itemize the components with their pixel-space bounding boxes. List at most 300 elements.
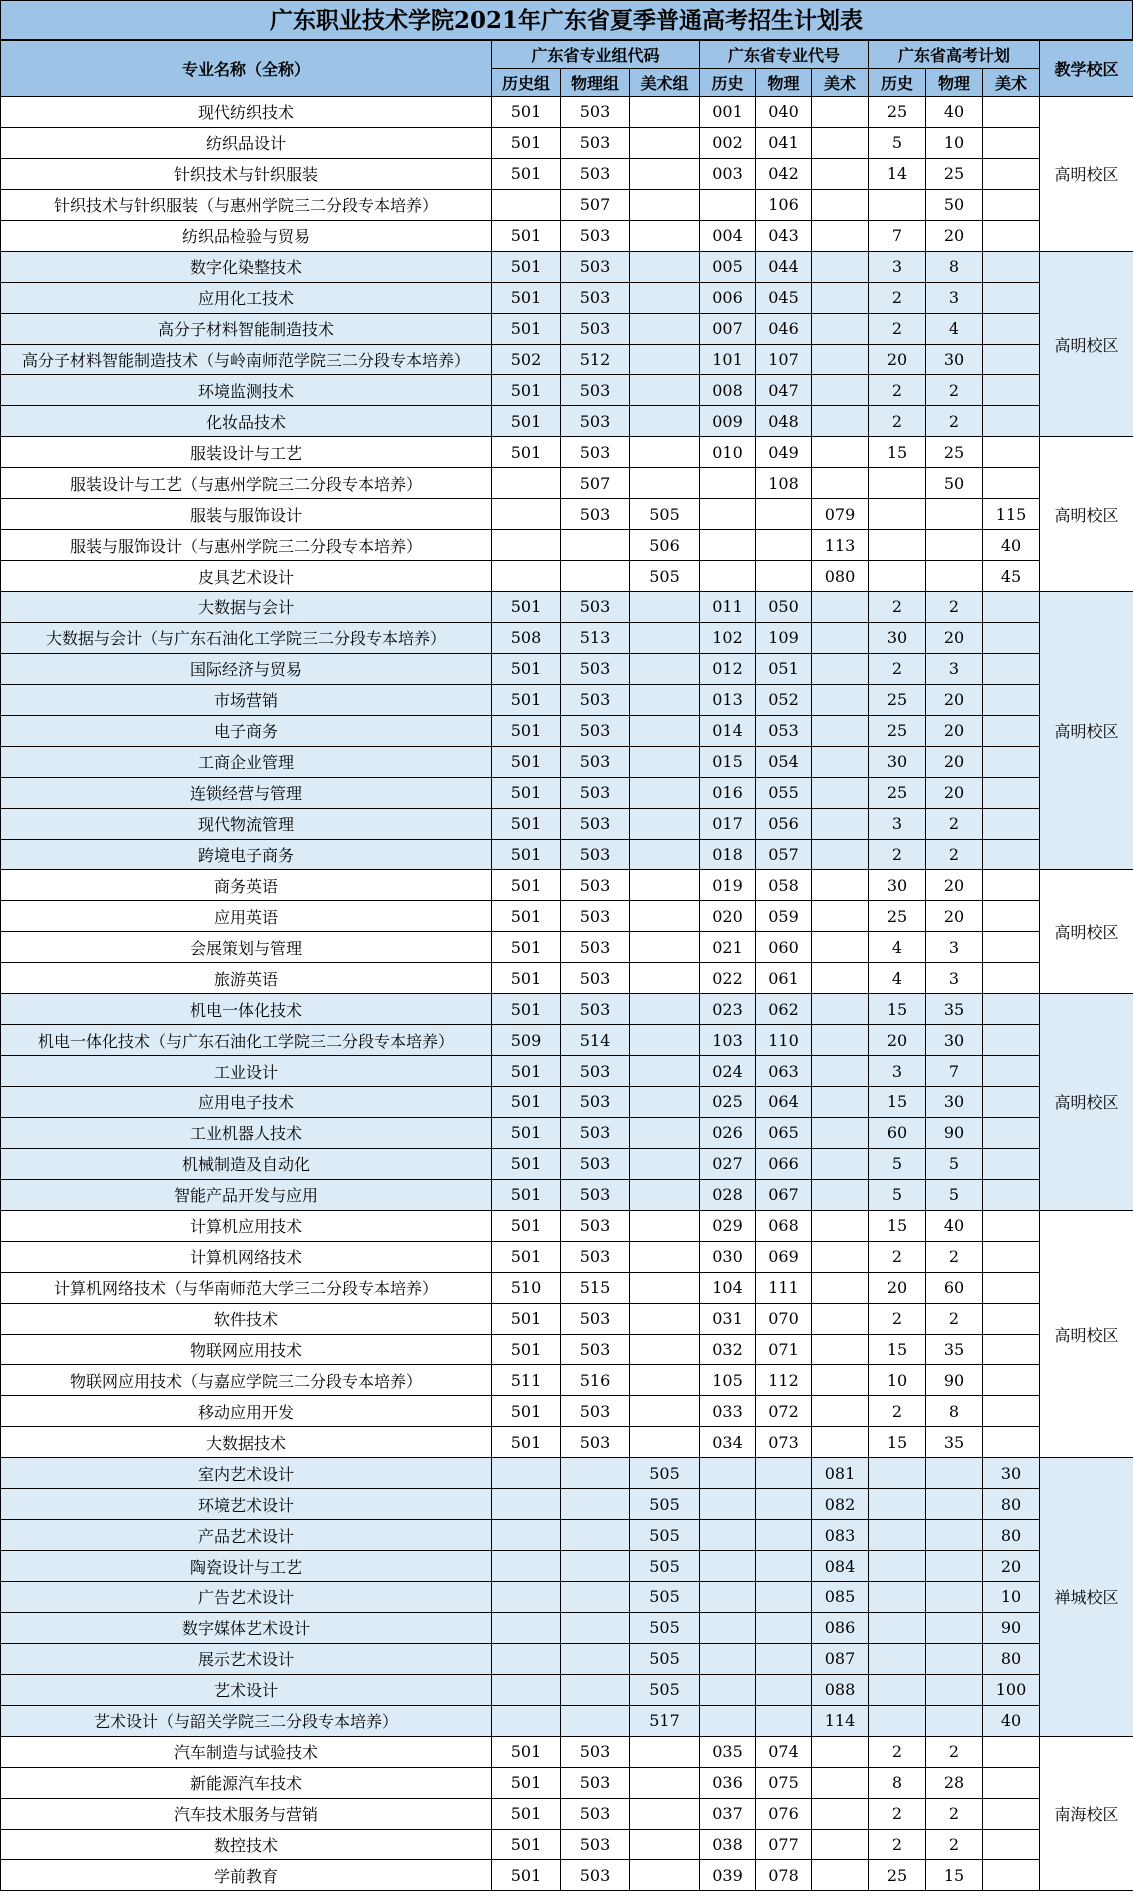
code-history-cell: 101 xyxy=(700,344,756,375)
plan-art-cell xyxy=(983,1334,1040,1365)
code-history-cell: 016 xyxy=(700,777,756,808)
plan-physics-cell: 2 xyxy=(926,592,983,623)
group-art-cell xyxy=(630,375,700,406)
code-history-cell xyxy=(700,499,756,530)
group-physics-cell: 503 xyxy=(561,901,630,932)
plan-art-cell xyxy=(983,1396,1040,1427)
code-history-cell xyxy=(700,1458,756,1489)
group-physics-cell: 503 xyxy=(561,870,630,901)
plan-physics-cell: 50 xyxy=(926,189,983,220)
plan-history-cell: 2 xyxy=(869,1736,926,1767)
code-physics-cell: 040 xyxy=(756,97,812,128)
group-physics-cell: 516 xyxy=(561,1365,630,1396)
plan-art-cell xyxy=(983,344,1040,375)
plan-art-cell: 90 xyxy=(983,1612,1040,1643)
plan-art-cell xyxy=(983,1860,1040,1891)
code-physics-cell xyxy=(756,1458,812,1489)
plan-history-cell: 15 xyxy=(869,437,926,468)
plan-history-cell xyxy=(869,1612,926,1643)
group-physics-cell xyxy=(561,1489,630,1520)
group-art-cell xyxy=(630,220,700,251)
plan-history-cell: 2 xyxy=(869,282,926,313)
plan-history-cell: 2 xyxy=(869,839,926,870)
group-history-cell: 501 xyxy=(492,1210,561,1241)
code-history-cell: 035 xyxy=(700,1736,756,1767)
plan-history-cell: 25 xyxy=(869,715,926,746)
group-physics-cell xyxy=(561,1520,630,1551)
group-history-cell: 511 xyxy=(492,1365,561,1396)
code-art-cell xyxy=(812,282,869,313)
plan-physics-cell: 30 xyxy=(926,344,983,375)
code-physics-cell: 109 xyxy=(756,622,812,653)
plan-art-cell xyxy=(983,592,1040,623)
group-history-cell: 501 xyxy=(492,1767,561,1798)
code-art-cell xyxy=(812,406,869,437)
group-art-cell xyxy=(630,468,700,499)
plan-physics-cell: 40 xyxy=(926,97,983,128)
group-history-cell: 501 xyxy=(492,1396,561,1427)
table-row xyxy=(1,189,1133,220)
plan-art-cell xyxy=(983,406,1040,437)
plan-physics-cell: 2 xyxy=(926,1798,983,1829)
group-physics-cell: 503 xyxy=(561,406,630,437)
code-physics-cell: 048 xyxy=(756,406,812,437)
group-art-cell xyxy=(630,1272,700,1303)
group-art-cell: 505 xyxy=(630,1643,700,1674)
group-history-cell: 501 xyxy=(492,1148,561,1179)
group-physics-cell: 503 xyxy=(561,1829,630,1860)
group-history-cell xyxy=(492,1458,561,1489)
code-history-cell: 034 xyxy=(700,1427,756,1458)
group-art-cell xyxy=(630,1210,700,1241)
group-art-cell xyxy=(630,1117,700,1148)
plan-art-cell xyxy=(983,158,1040,189)
code-art-cell xyxy=(812,622,869,653)
plan-physics-cell: 40 xyxy=(926,1210,983,1241)
code-art-cell xyxy=(812,158,869,189)
code-physics-cell: 070 xyxy=(756,1303,812,1334)
plan-physics-cell: 4 xyxy=(926,313,983,344)
code-art-cell: 083 xyxy=(812,1520,869,1551)
table-row xyxy=(1,468,1133,499)
plan-physics-cell: 20 xyxy=(926,622,983,653)
group-history-cell: 501 xyxy=(492,282,561,313)
plan-history-cell xyxy=(869,1674,926,1705)
plan-art-cell: 80 xyxy=(983,1643,1040,1674)
major-name-cell: 物联网应用技术 xyxy=(1,1334,492,1365)
group-history-cell: 501 xyxy=(492,127,561,158)
plan-physics-cell: 20 xyxy=(926,746,983,777)
code-history-cell xyxy=(700,1612,756,1643)
table-row xyxy=(1,158,1133,189)
major-name-cell: 学前教育 xyxy=(1,1860,492,1891)
group-physics-cell: 507 xyxy=(561,468,630,499)
group-art-cell xyxy=(630,1798,700,1829)
enrollment-plan-table xyxy=(0,40,1133,1891)
group-history-cell xyxy=(492,1582,561,1613)
group-history-cell: 501 xyxy=(492,251,561,282)
major-name-cell: 展示艺术设计 xyxy=(1,1643,492,1674)
group-physics-cell xyxy=(561,561,630,592)
plan-history-cell xyxy=(869,189,926,220)
code-physics-cell: 061 xyxy=(756,963,812,994)
group-art-cell xyxy=(630,839,700,870)
code-history-cell: 008 xyxy=(700,375,756,406)
code-art-cell xyxy=(812,1241,869,1272)
group-history-cell: 501 xyxy=(492,1241,561,1272)
code-art-cell xyxy=(812,653,869,684)
plan-physics-cell: 2 xyxy=(926,808,983,839)
code-history-cell: 024 xyxy=(700,1056,756,1087)
code-art-cell xyxy=(812,1272,869,1303)
table-row xyxy=(1,344,1133,375)
group-art-cell xyxy=(630,1860,700,1891)
plan-physics-cell: 3 xyxy=(926,653,983,684)
table-row xyxy=(1,97,1133,128)
major-name-cell: 国际经济与贸易 xyxy=(1,653,492,684)
plan-art-cell xyxy=(983,468,1040,499)
header-sub-physics-code: 物理 xyxy=(756,69,812,97)
plan-physics-cell: 35 xyxy=(926,994,983,1025)
plan-physics-cell: 20 xyxy=(926,870,983,901)
code-art-cell xyxy=(812,437,869,468)
group-art-cell xyxy=(630,932,700,963)
plan-history-cell: 4 xyxy=(869,932,926,963)
major-name-cell: 服装与服饰设计（与惠州学院三二分段专本培养） xyxy=(1,530,492,561)
group-physics-cell: 503 xyxy=(561,158,630,189)
group-physics-cell xyxy=(561,1582,630,1613)
major-name-cell: 现代纺织技术 xyxy=(1,97,492,128)
plan-history-cell: 25 xyxy=(869,684,926,715)
code-art-cell xyxy=(812,1148,869,1179)
header-sub-history-code: 历史 xyxy=(700,69,756,97)
group-physics-cell: 503 xyxy=(561,1334,630,1365)
plan-history-cell: 25 xyxy=(869,777,926,808)
code-history-cell: 015 xyxy=(700,746,756,777)
group-physics-cell: 503 xyxy=(561,653,630,684)
plan-art-cell xyxy=(983,1025,1040,1056)
major-name-cell: 高分子材料智能制造技术（与岭南师范学院三二分段专本培养） xyxy=(1,344,492,375)
plan-physics-cell: 30 xyxy=(926,1025,983,1056)
group-art-cell xyxy=(630,901,700,932)
group-history-cell: 508 xyxy=(492,622,561,653)
group-history-cell: 501 xyxy=(492,808,561,839)
code-physics-cell: 111 xyxy=(756,1272,812,1303)
code-physics-cell: 041 xyxy=(756,127,812,158)
group-history-cell: 501 xyxy=(492,994,561,1025)
plan-art-cell xyxy=(983,746,1040,777)
table-row xyxy=(1,313,1133,344)
major-name-cell: 新能源汽车技术 xyxy=(1,1767,492,1798)
code-art-cell xyxy=(812,1860,869,1891)
code-art-cell xyxy=(812,1117,869,1148)
table-row xyxy=(1,1551,1133,1582)
major-name-cell: 应用电子技术 xyxy=(1,1087,492,1118)
code-physics-cell: 042 xyxy=(756,158,812,189)
table-row xyxy=(1,592,1133,623)
group-art-cell xyxy=(630,1087,700,1118)
table-row xyxy=(1,1767,1133,1798)
code-physics-cell: 112 xyxy=(756,1365,812,1396)
table-row xyxy=(1,1458,1133,1489)
code-art-cell xyxy=(812,870,869,901)
group-history-cell: 501 xyxy=(492,1334,561,1365)
code-physics-cell: 066 xyxy=(756,1148,812,1179)
plan-history-cell: 2 xyxy=(869,1303,926,1334)
plan-history-cell: 25 xyxy=(869,901,926,932)
code-art-cell: 080 xyxy=(812,561,869,592)
major-name-cell: 纺织品设计 xyxy=(1,127,492,158)
major-name-cell: 应用化工技术 xyxy=(1,282,492,313)
plan-physics-cell: 2 xyxy=(926,1241,983,1272)
code-physics-cell: 055 xyxy=(756,777,812,808)
major-name-cell: 电子商务 xyxy=(1,715,492,746)
group-art-cell xyxy=(630,406,700,437)
group-physics-cell: 512 xyxy=(561,344,630,375)
campus-cell: 高明校区 xyxy=(1040,870,1133,994)
plan-physics-cell: 25 xyxy=(926,158,983,189)
major-name-cell: 环境监测技术 xyxy=(1,375,492,406)
table-row xyxy=(1,932,1133,963)
campus-cell: 高明校区 xyxy=(1040,1210,1133,1458)
group-physics-cell: 503 xyxy=(561,1396,630,1427)
major-name-cell: 数字化染整技术 xyxy=(1,251,492,282)
group-physics-cell: 503 xyxy=(561,437,630,468)
group-history-cell: 501 xyxy=(492,1087,561,1118)
group-history-cell: 501 xyxy=(492,592,561,623)
code-history-cell: 003 xyxy=(700,158,756,189)
header-sub-history-group: 历史组 xyxy=(492,69,561,97)
plan-physics-cell xyxy=(926,1489,983,1520)
major-name-cell: 应用英语 xyxy=(1,901,492,932)
code-art-cell xyxy=(812,1334,869,1365)
group-art-cell xyxy=(630,963,700,994)
group-history-cell: 501 xyxy=(492,1179,561,1210)
code-physics-cell: 110 xyxy=(756,1025,812,1056)
table-row xyxy=(1,1798,1133,1829)
plan-physics-cell: 2 xyxy=(926,1829,983,1860)
group-physics-cell: 503 xyxy=(561,97,630,128)
major-name-cell: 服装设计与工艺（与惠州学院三二分段专本培养） xyxy=(1,468,492,499)
major-name-cell: 计算机应用技术 xyxy=(1,1210,492,1241)
plan-physics-cell: 2 xyxy=(926,375,983,406)
code-art-cell xyxy=(812,684,869,715)
group-history-cell: 501 xyxy=(492,1303,561,1334)
campus-cell: 高明校区 xyxy=(1040,437,1133,592)
plan-history-cell: 14 xyxy=(869,158,926,189)
campus-cell: 高明校区 xyxy=(1040,251,1133,437)
header-major-name: 专业名称（全称） xyxy=(1,41,492,97)
code-history-cell: 036 xyxy=(700,1767,756,1798)
code-history-cell: 005 xyxy=(700,251,756,282)
major-name-cell: 数字媒体艺术设计 xyxy=(1,1612,492,1643)
group-history-cell xyxy=(492,1674,561,1705)
campus-cell: 南海校区 xyxy=(1040,1736,1133,1891)
plan-art-cell xyxy=(983,97,1040,128)
table-row xyxy=(1,1520,1133,1551)
table-row xyxy=(1,282,1133,313)
group-history-cell: 501 xyxy=(492,684,561,715)
group-history-cell: 501 xyxy=(492,158,561,189)
plan-history-cell: 20 xyxy=(869,1272,926,1303)
group-physics-cell xyxy=(561,1458,630,1489)
table-row xyxy=(1,220,1133,251)
group-art-cell xyxy=(630,592,700,623)
group-art-cell xyxy=(630,1396,700,1427)
table-row xyxy=(1,1736,1133,1767)
group-physics-cell: 515 xyxy=(561,1272,630,1303)
group-history-cell: 501 xyxy=(492,839,561,870)
group-physics-cell: 503 xyxy=(561,1427,630,1458)
code-history-cell: 010 xyxy=(700,437,756,468)
group-history-cell xyxy=(492,1705,561,1736)
table-body xyxy=(1,97,1133,1891)
plan-art-cell xyxy=(983,1117,1040,1148)
group-art-cell xyxy=(630,437,700,468)
plan-history-cell xyxy=(869,1705,926,1736)
plan-physics-cell: 3 xyxy=(926,963,983,994)
plan-art-cell: 40 xyxy=(983,530,1040,561)
header-group-code: 广东省专业组代码 xyxy=(492,41,700,69)
code-history-cell xyxy=(700,530,756,561)
group-history-cell: 501 xyxy=(492,313,561,344)
group-art-cell xyxy=(630,1148,700,1179)
code-history-cell xyxy=(700,1489,756,1520)
plan-art-cell xyxy=(983,1829,1040,1860)
group-physics-cell: 503 xyxy=(561,746,630,777)
major-name-cell: 智能产品开发与应用 xyxy=(1,1179,492,1210)
code-art-cell: 087 xyxy=(812,1643,869,1674)
group-art-cell xyxy=(630,189,700,220)
plan-physics-cell: 50 xyxy=(926,468,983,499)
code-art-cell xyxy=(812,715,869,746)
group-history-cell xyxy=(492,468,561,499)
code-history-cell: 033 xyxy=(700,1396,756,1427)
code-history-cell: 029 xyxy=(700,1210,756,1241)
plan-physics-cell xyxy=(926,530,983,561)
plan-art-cell xyxy=(983,684,1040,715)
group-art-cell xyxy=(630,1025,700,1056)
plan-history-cell: 20 xyxy=(869,1025,926,1056)
group-art-cell xyxy=(630,313,700,344)
code-history-cell xyxy=(700,1705,756,1736)
page-title: 广东职业技术学院2021年广东省夏季普通高考招生计划表 xyxy=(0,0,1133,40)
plan-history-cell: 15 xyxy=(869,1427,926,1458)
group-art-cell xyxy=(630,1736,700,1767)
group-art-cell xyxy=(630,1056,700,1087)
code-physics-cell: 108 xyxy=(756,468,812,499)
plan-physics-cell xyxy=(926,1643,983,1674)
plan-history-cell: 2 xyxy=(869,375,926,406)
code-art-cell: 084 xyxy=(812,1551,869,1582)
code-history-cell xyxy=(700,561,756,592)
plan-physics-cell: 35 xyxy=(926,1334,983,1365)
table-row xyxy=(1,1643,1133,1674)
group-art-cell: 505 xyxy=(630,1458,700,1489)
code-art-cell xyxy=(812,1396,869,1427)
major-name-cell: 工业设计 xyxy=(1,1056,492,1087)
code-history-cell: 031 xyxy=(700,1303,756,1334)
group-art-cell xyxy=(630,97,700,128)
plan-art-cell xyxy=(983,1798,1040,1829)
plan-physics-cell xyxy=(926,1458,983,1489)
plan-physics-cell: 20 xyxy=(926,901,983,932)
plan-art-cell xyxy=(983,1179,1040,1210)
group-physics-cell: 503 xyxy=(561,715,630,746)
code-physics-cell: 107 xyxy=(756,344,812,375)
group-physics-cell: 514 xyxy=(561,1025,630,1056)
code-physics-cell: 051 xyxy=(756,653,812,684)
major-name-cell: 艺术设计 xyxy=(1,1674,492,1705)
code-history-cell: 002 xyxy=(700,127,756,158)
code-art-cell xyxy=(812,1798,869,1829)
plan-art-cell xyxy=(983,1272,1040,1303)
plan-physics-cell: 8 xyxy=(926,251,983,282)
group-history-cell: 502 xyxy=(492,344,561,375)
table-row xyxy=(1,1210,1133,1241)
major-name-cell: 工商企业管理 xyxy=(1,746,492,777)
code-history-cell: 017 xyxy=(700,808,756,839)
code-history-cell: 013 xyxy=(700,684,756,715)
group-art-cell xyxy=(630,808,700,839)
plan-history-cell: 25 xyxy=(869,97,926,128)
group-physics-cell: 503 xyxy=(561,1056,630,1087)
group-physics-cell: 503 xyxy=(561,1087,630,1118)
plan-history-cell xyxy=(869,530,926,561)
group-history-cell: 510 xyxy=(492,1272,561,1303)
group-history-cell: 509 xyxy=(492,1025,561,1056)
code-physics-cell: 063 xyxy=(756,1056,812,1087)
table-row xyxy=(1,1087,1133,1118)
code-art-cell xyxy=(812,994,869,1025)
table-row xyxy=(1,839,1133,870)
header-sub-physics-group: 物理组 xyxy=(561,69,630,97)
code-history-cell: 014 xyxy=(700,715,756,746)
group-history-cell: 501 xyxy=(492,437,561,468)
group-physics-cell: 503 xyxy=(561,499,630,530)
group-physics-cell: 503 xyxy=(561,1860,630,1891)
major-name-cell: 针织技术与针织服装 xyxy=(1,158,492,189)
plan-art-cell: 115 xyxy=(983,499,1040,530)
code-physics-cell: 047 xyxy=(756,375,812,406)
plan-history-cell: 5 xyxy=(869,1179,926,1210)
group-history-cell xyxy=(492,561,561,592)
code-physics-cell: 064 xyxy=(756,1087,812,1118)
plan-history-cell: 15 xyxy=(869,994,926,1025)
code-history-cell: 007 xyxy=(700,313,756,344)
group-history-cell xyxy=(492,499,561,530)
code-history-cell: 028 xyxy=(700,1179,756,1210)
plan-art-cell: 20 xyxy=(983,1551,1040,1582)
group-physics-cell: 503 xyxy=(561,313,630,344)
code-physics-cell: 065 xyxy=(756,1117,812,1148)
code-art-cell: 085 xyxy=(812,1582,869,1613)
group-physics-cell: 513 xyxy=(561,622,630,653)
major-name-cell: 室内艺术设计 xyxy=(1,1458,492,1489)
code-physics-cell: 074 xyxy=(756,1736,812,1767)
code-history-cell xyxy=(700,1643,756,1674)
group-art-cell: 505 xyxy=(630,1582,700,1613)
header-major-code: 广东省专业代号 xyxy=(700,41,869,69)
plan-history-cell xyxy=(869,1643,926,1674)
code-history-cell: 011 xyxy=(700,592,756,623)
code-physics-cell: 076 xyxy=(756,1798,812,1829)
table-row xyxy=(1,1674,1133,1705)
code-physics-cell: 071 xyxy=(756,1334,812,1365)
plan-art-cell xyxy=(983,994,1040,1025)
group-physics-cell: 503 xyxy=(561,839,630,870)
group-art-cell: 505 xyxy=(630,1612,700,1643)
